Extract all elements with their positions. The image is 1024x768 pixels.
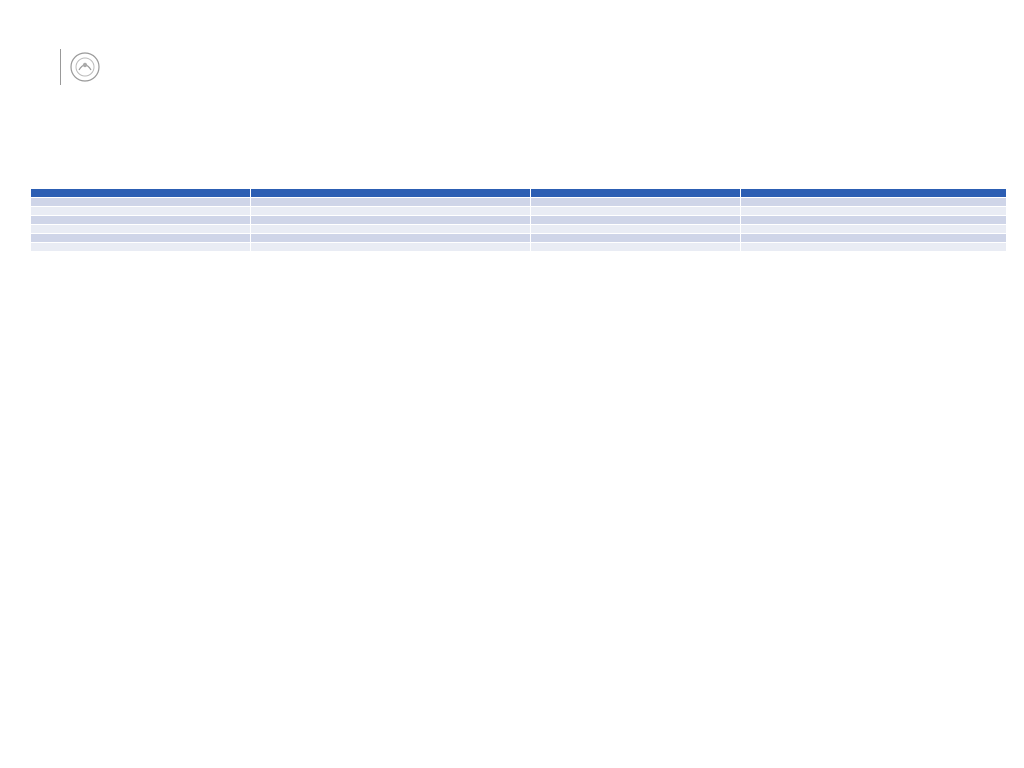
table-cell bbox=[741, 234, 1007, 243]
table-cell bbox=[531, 216, 741, 225]
table-cell bbox=[251, 216, 531, 225]
table-cell bbox=[31, 198, 251, 207]
table-cell bbox=[741, 207, 1007, 216]
table-cell bbox=[31, 234, 251, 243]
table-cell bbox=[31, 225, 251, 234]
table-cell bbox=[531, 225, 741, 234]
table-cell bbox=[31, 216, 251, 225]
table-cell bbox=[31, 207, 251, 216]
table-cell bbox=[741, 243, 1007, 252]
table-row bbox=[31, 243, 1007, 252]
table-cell bbox=[741, 198, 1007, 207]
table-cell bbox=[531, 243, 741, 252]
table-cell bbox=[531, 234, 741, 243]
table-row bbox=[31, 234, 1007, 243]
table-cell bbox=[31, 243, 251, 252]
table-cell bbox=[251, 207, 531, 216]
table-cell bbox=[741, 216, 1007, 225]
table-row bbox=[31, 225, 1007, 234]
circles-logo-icon bbox=[902, 32, 978, 104]
table-cell bbox=[251, 243, 531, 252]
decorative-circles-pattern-icon bbox=[0, 646, 1024, 768]
logo-separator bbox=[60, 49, 61, 85]
header-logos bbox=[40, 44, 101, 90]
table-row bbox=[31, 207, 1007, 216]
mexico-seal-icon bbox=[69, 51, 101, 83]
header-diagnostico-oportunidad bbox=[251, 189, 531, 198]
table-cell bbox=[741, 225, 1007, 234]
table-row bbox=[31, 198, 1007, 207]
table-cell bbox=[531, 198, 741, 207]
table-cell bbox=[531, 207, 741, 216]
header-prioritarios-mejorar bbox=[531, 189, 741, 198]
header-prioritarios-mantener bbox=[741, 189, 1007, 198]
table-header-row bbox=[31, 189, 1007, 198]
diagnostic-table bbox=[30, 188, 1007, 252]
table-row bbox=[31, 216, 1007, 225]
header-indicador bbox=[31, 189, 251, 198]
table-cell bbox=[251, 225, 531, 234]
table-cell bbox=[251, 198, 531, 207]
table-cell bbox=[251, 234, 531, 243]
